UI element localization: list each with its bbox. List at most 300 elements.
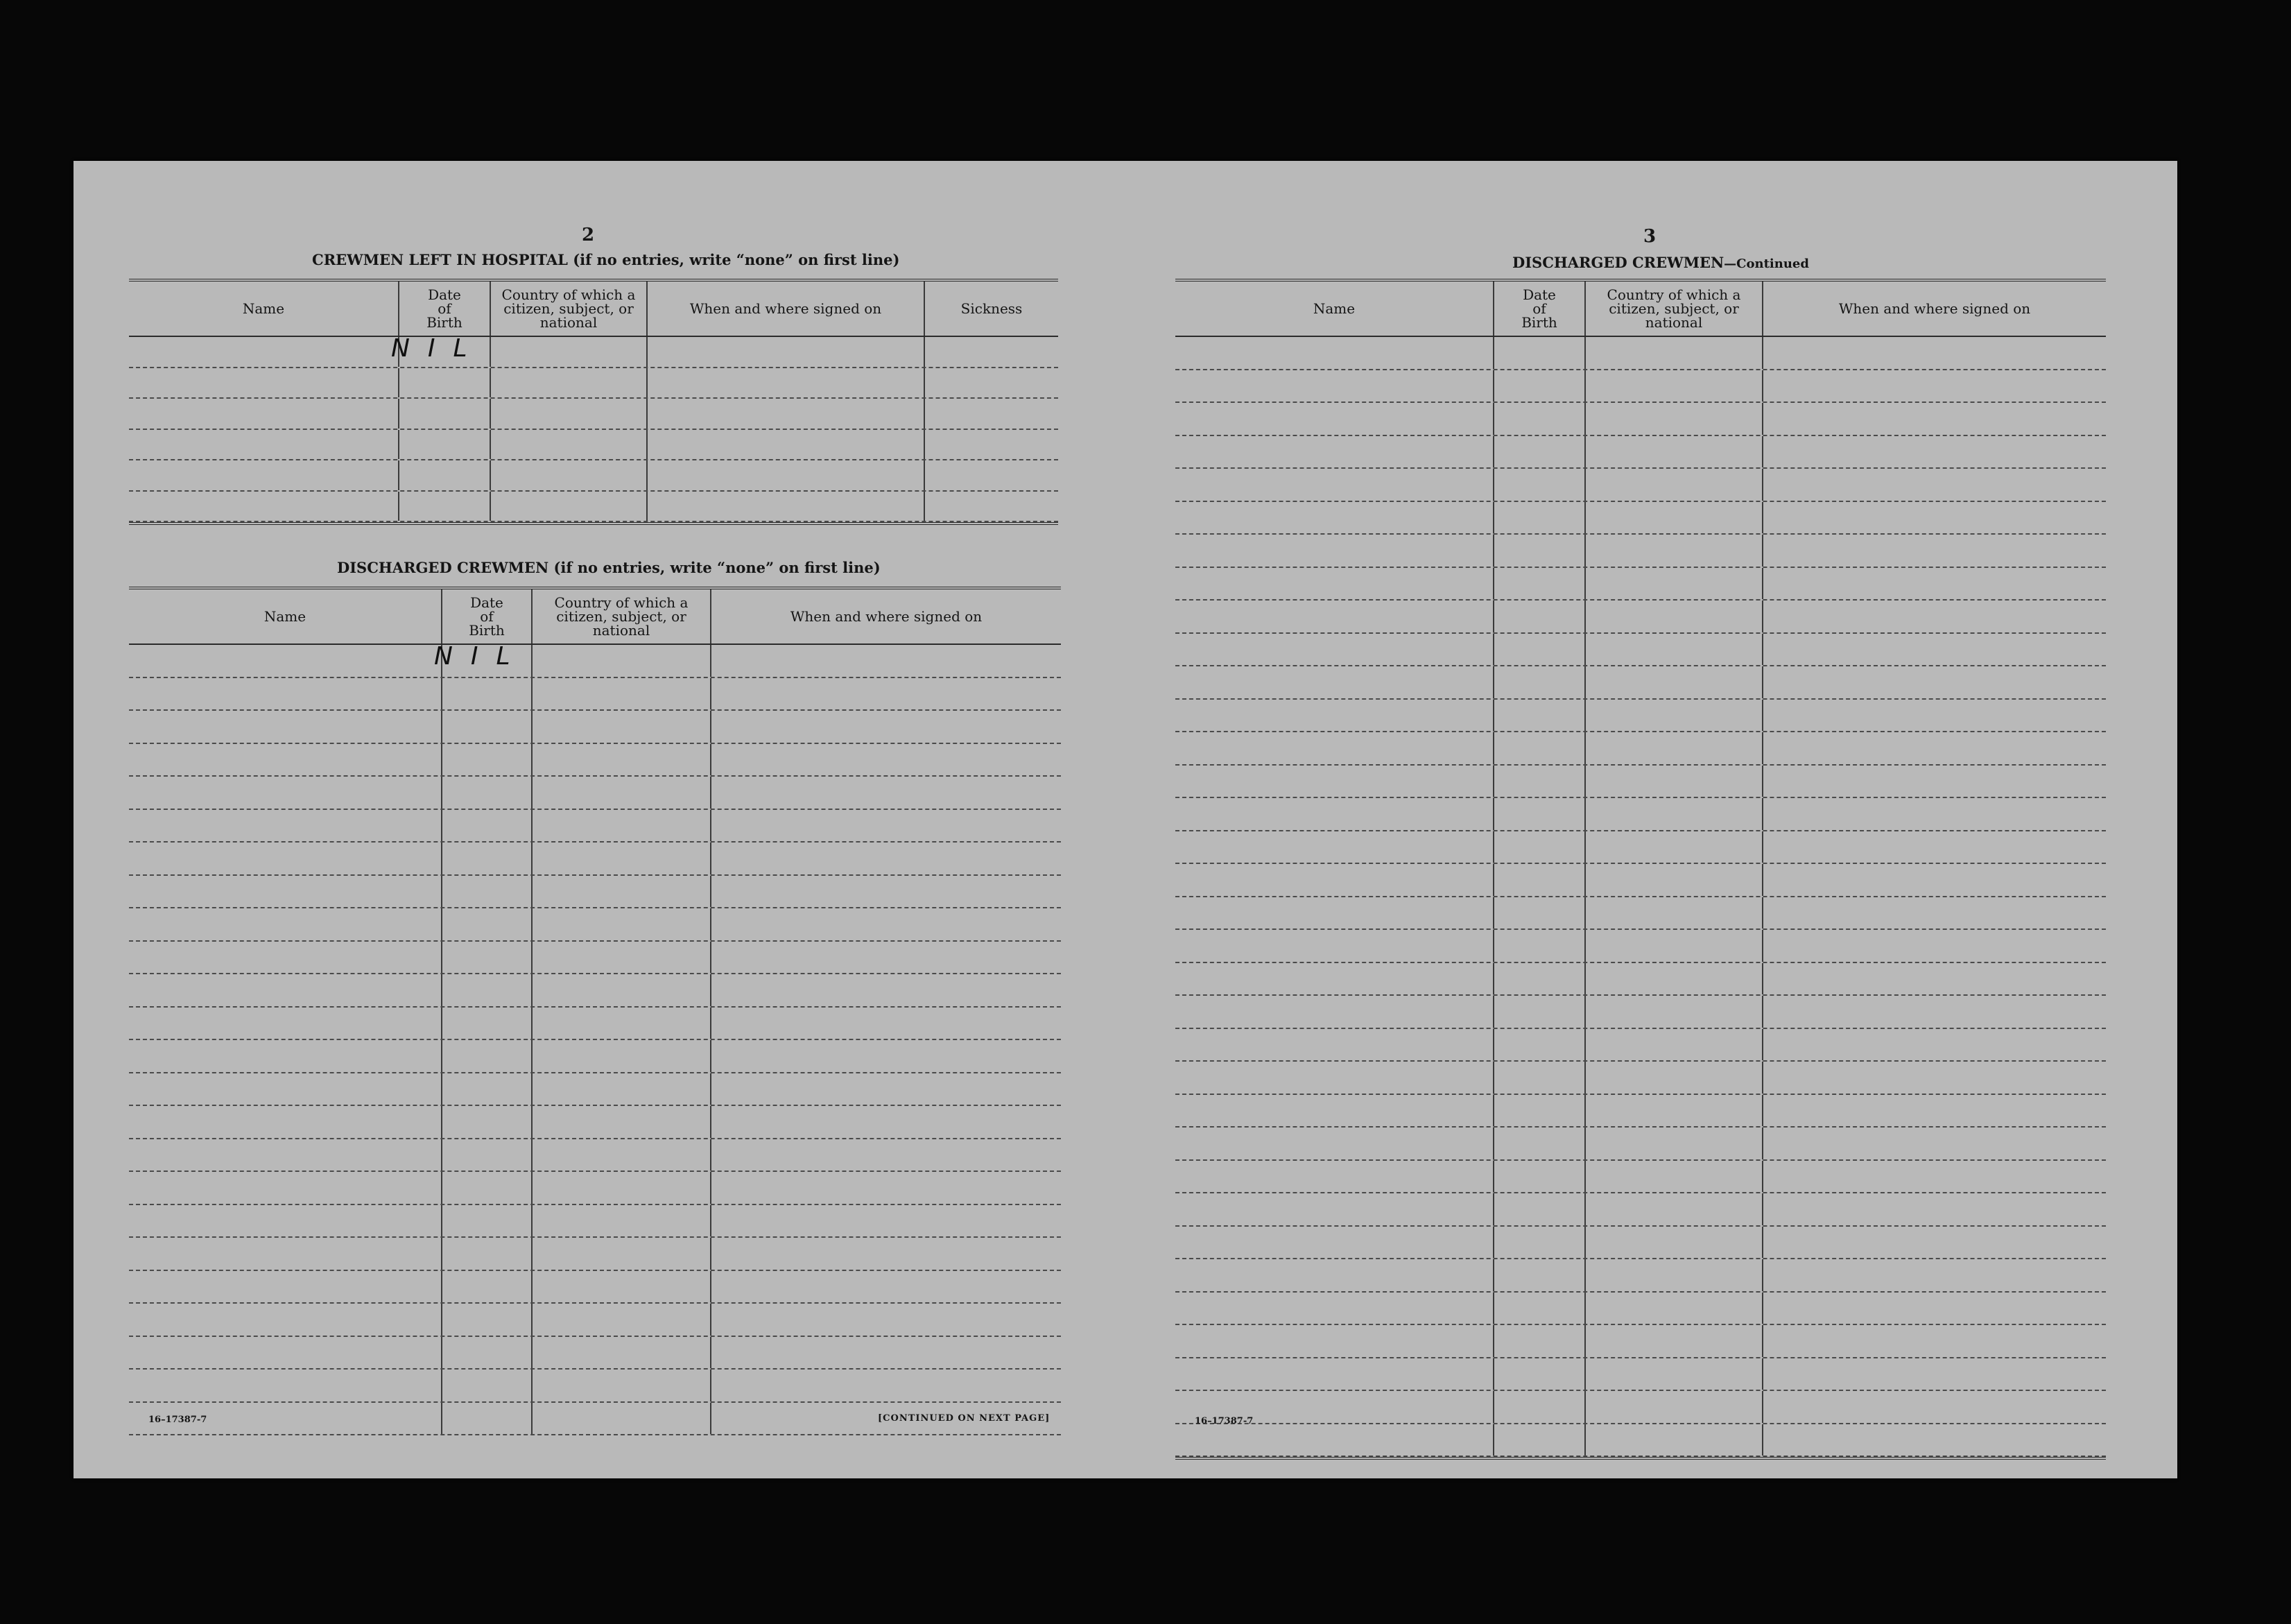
table-row xyxy=(129,1172,1061,1205)
table-row xyxy=(1175,502,2106,535)
table-row xyxy=(129,678,1061,711)
table-cell xyxy=(391,334,491,367)
table-row xyxy=(129,460,1058,492)
table-cell xyxy=(648,430,925,460)
table-cell xyxy=(1586,1095,1763,1127)
table-row xyxy=(1175,1227,2106,1260)
table-cell xyxy=(442,843,533,874)
table-cell xyxy=(1175,1358,1494,1390)
table-cell xyxy=(1763,1161,2106,1193)
table-cell xyxy=(129,1337,442,1369)
table-cell xyxy=(1175,535,1494,567)
table-cell xyxy=(1763,766,2106,797)
table-cell xyxy=(442,1008,533,1039)
table-cell xyxy=(711,876,1061,908)
discharged-title-note: (if no entries, write “none” on first line) xyxy=(553,559,881,576)
table-cell xyxy=(1586,1293,1763,1324)
table-cell xyxy=(1763,996,2106,1028)
discharged-table-header xyxy=(129,589,1061,645)
table-cell xyxy=(442,908,533,940)
discharged-continued-header xyxy=(1175,282,2106,337)
table-cell xyxy=(129,942,442,974)
table-cell xyxy=(129,1040,442,1072)
table-cell xyxy=(1175,1161,1494,1193)
table-cell xyxy=(1175,864,1494,896)
table-cell xyxy=(533,1205,711,1237)
discharged-continued-text: DISCHARGED CREWMEN xyxy=(1512,254,1724,271)
table-row xyxy=(129,974,1061,1008)
table-cell xyxy=(129,974,442,1006)
table-cell xyxy=(1175,897,1494,929)
table-row xyxy=(129,430,1058,461)
table-cell xyxy=(533,744,711,776)
table-cell xyxy=(1494,1227,1586,1259)
form-code: 16–17387-7 xyxy=(148,1415,207,1425)
table-cell xyxy=(711,974,1061,1006)
table-row xyxy=(129,1304,1061,1337)
table-cell xyxy=(533,645,711,677)
table-cell xyxy=(1494,1424,1586,1456)
table-cell xyxy=(711,1370,1061,1401)
table-cell xyxy=(1494,766,1586,797)
table-cell xyxy=(533,1337,711,1369)
table-cell xyxy=(1586,469,1763,501)
table-cell xyxy=(442,810,533,842)
table-cell xyxy=(533,1008,711,1039)
table-cell xyxy=(925,492,1058,521)
table-cell xyxy=(1586,535,1763,567)
col-date-of-birth: Date of Birth xyxy=(442,589,533,643)
table-cell xyxy=(1586,766,1763,797)
table-row xyxy=(1175,1193,2106,1227)
table-cell xyxy=(129,1271,442,1303)
table-row xyxy=(129,368,1058,399)
table-cell xyxy=(1175,370,1494,402)
hospital-section-title xyxy=(312,251,899,268)
table-cell xyxy=(648,368,925,398)
table-cell xyxy=(1586,1259,1763,1291)
table-cell xyxy=(1586,1193,1763,1225)
table-row xyxy=(1175,1325,2106,1358)
table-cell xyxy=(442,777,533,809)
table-row xyxy=(129,876,1061,909)
table-cell xyxy=(129,1304,442,1336)
table-cell xyxy=(711,777,1061,809)
table-cell xyxy=(1175,798,1494,830)
table-row xyxy=(129,1337,1061,1370)
table-cell xyxy=(129,430,399,460)
table-row xyxy=(129,1073,1061,1107)
table-cell xyxy=(1586,798,1763,830)
col-name: Name xyxy=(129,282,399,336)
table-cell xyxy=(1175,1029,1494,1061)
table-cell xyxy=(1175,1095,1494,1127)
table-cell xyxy=(1175,930,1494,962)
table-cell xyxy=(1763,403,2106,435)
table-cell xyxy=(648,399,925,429)
table-cell xyxy=(1763,798,2106,830)
table-cell xyxy=(1763,337,2106,369)
table-row xyxy=(1175,963,2106,996)
table-cell xyxy=(399,399,491,429)
table-cell xyxy=(491,430,648,460)
table-cell xyxy=(399,460,491,490)
document-sheet xyxy=(74,161,2177,1478)
table-cell xyxy=(491,337,648,367)
table-cell xyxy=(1763,1325,2106,1357)
table-cell xyxy=(1494,996,1586,1028)
table-row xyxy=(1175,1259,2106,1293)
table-cell xyxy=(129,645,442,677)
table-cell xyxy=(1175,732,1494,764)
table-cell xyxy=(491,460,648,490)
table-cell xyxy=(1763,1193,2106,1225)
table-cell xyxy=(711,744,1061,776)
table-cell xyxy=(1586,634,1763,666)
table-cell xyxy=(1175,502,1494,534)
table-cell xyxy=(1494,568,1586,600)
table-cell xyxy=(533,942,711,974)
table-row xyxy=(1175,634,2106,667)
table-cell xyxy=(648,337,925,367)
continued-note: [CONTINUED ON NEXT PAGE] xyxy=(878,1413,1051,1424)
table-cell xyxy=(1494,370,1586,402)
table-cell xyxy=(711,843,1061,874)
table-cell xyxy=(533,810,711,842)
table-cell xyxy=(129,399,399,429)
table-cell xyxy=(1586,831,1763,863)
table-cell xyxy=(1586,1029,1763,1061)
table-cell xyxy=(1494,798,1586,830)
table-cell xyxy=(1586,1227,1763,1259)
table-cell xyxy=(1763,568,2106,600)
table-cell xyxy=(533,1139,711,1171)
table-cell xyxy=(129,1073,442,1105)
table-cell xyxy=(1586,963,1763,995)
table-row xyxy=(1175,1128,2106,1161)
table-cell xyxy=(1494,1029,1586,1061)
table-cell xyxy=(129,678,442,710)
table-cell xyxy=(399,430,491,460)
table-cell xyxy=(1494,732,1586,764)
table-cell xyxy=(533,1304,711,1336)
table-cell xyxy=(1763,700,2106,732)
table-cell xyxy=(1586,1391,1763,1423)
table-cell xyxy=(399,492,491,521)
table-cell xyxy=(129,1238,442,1270)
table-cell xyxy=(1586,700,1763,732)
col-signed-on: When and where signed on xyxy=(790,608,983,625)
table-row xyxy=(1175,568,2106,601)
table-row xyxy=(129,1008,1061,1041)
table-cell xyxy=(1586,601,1763,632)
table-cell xyxy=(1494,436,1586,468)
table-row xyxy=(129,908,1061,942)
table-cell xyxy=(1494,337,1586,369)
table-cell xyxy=(442,1370,533,1401)
table-cell xyxy=(533,1238,711,1270)
table-cell xyxy=(533,1172,711,1204)
continued-suffix: —Continued xyxy=(1724,257,1809,271)
table-cell xyxy=(1494,963,1586,995)
table-cell xyxy=(1763,370,2106,402)
table-cell xyxy=(129,843,442,874)
col-country: Country of which a citizen, subject, or national xyxy=(533,589,711,643)
table-cell xyxy=(442,1271,533,1303)
table-cell xyxy=(1586,732,1763,764)
table-cell xyxy=(1494,700,1586,732)
table-cell xyxy=(1175,766,1494,797)
table-cell xyxy=(1175,337,1494,369)
table-cell xyxy=(1494,1391,1586,1423)
table-cell xyxy=(1763,634,2106,666)
table-cell xyxy=(1494,831,1586,863)
table-row xyxy=(129,334,1058,368)
table-cell xyxy=(711,1172,1061,1204)
table-cell xyxy=(533,1073,711,1105)
table-cell xyxy=(1494,1062,1586,1094)
col-name: Name xyxy=(129,589,442,643)
table-row xyxy=(129,711,1061,744)
table-cell xyxy=(1763,831,2106,863)
table-cell xyxy=(1494,601,1586,632)
table-row xyxy=(1175,1161,2106,1194)
table-cell xyxy=(1586,568,1763,600)
table-cell xyxy=(1586,502,1763,534)
hospital-title-note: (if no entries, write “none” on first line) xyxy=(573,251,900,268)
table-cell xyxy=(533,1106,711,1138)
table-cell xyxy=(491,492,648,521)
table-cell xyxy=(129,1172,442,1204)
table-row xyxy=(1175,996,2106,1029)
table-cell xyxy=(442,974,533,1006)
table-row xyxy=(1175,370,2106,404)
table-cell xyxy=(1175,1128,1494,1159)
table-cell xyxy=(1494,535,1586,567)
table-row xyxy=(1175,766,2106,799)
hospital-title-text: CREWMEN LEFT IN HOSPITAL xyxy=(312,251,568,268)
col-name: Name xyxy=(1175,282,1494,336)
table-cell xyxy=(1763,930,2106,962)
table-row xyxy=(1175,1062,2106,1095)
handwritten-entry: NIL xyxy=(391,334,485,363)
table-cell xyxy=(533,711,711,743)
discharged-section-title xyxy=(337,559,881,576)
table-cell xyxy=(442,942,533,974)
table-cell xyxy=(491,399,648,429)
discharged-continued-body xyxy=(1175,337,2106,1457)
table-cell xyxy=(711,1040,1061,1072)
table-row xyxy=(1175,897,2106,931)
table-cell xyxy=(1175,996,1494,1028)
table-row xyxy=(129,492,1058,523)
table-cell xyxy=(533,1040,711,1072)
form-code: 16–17387-7 xyxy=(1195,1416,1254,1426)
table-row xyxy=(1175,1293,2106,1326)
table-cell xyxy=(1494,634,1586,666)
table-row xyxy=(1175,535,2106,568)
table-cell xyxy=(1175,436,1494,468)
table-row xyxy=(1175,1358,2106,1392)
table-cell xyxy=(1763,732,2106,764)
table-cell xyxy=(533,974,711,1006)
table-row xyxy=(1175,700,2106,733)
table-cell xyxy=(1763,1259,2106,1291)
table-cell xyxy=(711,1238,1061,1270)
col-date-of-birth: Date of Birth xyxy=(1494,282,1586,336)
table-cell xyxy=(1763,1424,2106,1456)
table-row xyxy=(1175,798,2106,831)
table-row xyxy=(129,642,1061,678)
table-cell xyxy=(129,460,399,490)
table-cell xyxy=(711,908,1061,940)
table-cell xyxy=(1494,1161,1586,1193)
table-row xyxy=(129,1040,1061,1073)
table-cell xyxy=(711,1073,1061,1105)
page-2 xyxy=(74,161,1125,1478)
table-cell xyxy=(1494,864,1586,896)
page-3 xyxy=(1125,161,2177,1478)
table-row xyxy=(1175,1424,2106,1458)
hospital-table xyxy=(129,279,1058,525)
table-row xyxy=(129,1238,1061,1271)
table-row xyxy=(1175,831,2106,865)
table-cell xyxy=(129,368,399,398)
table-row xyxy=(1175,337,2106,370)
table-cell xyxy=(442,1073,533,1105)
table-cell xyxy=(1494,666,1586,698)
table-cell xyxy=(533,843,711,874)
table-cell xyxy=(1586,666,1763,698)
table-cell xyxy=(129,1205,442,1237)
table-row xyxy=(1175,1391,2106,1424)
table-cell xyxy=(1586,864,1763,896)
table-row xyxy=(1175,930,2106,963)
table-cell xyxy=(1763,601,2106,632)
col-country: Country of which a citizen, subject, or national xyxy=(491,282,648,336)
page-number: 3 xyxy=(1643,226,1657,247)
table-cell xyxy=(442,1205,533,1237)
table-cell xyxy=(711,645,1061,677)
table-cell xyxy=(442,711,533,743)
table-cell xyxy=(129,1008,442,1039)
table-cell xyxy=(711,1271,1061,1303)
table-cell xyxy=(1175,601,1494,632)
table-cell xyxy=(1494,403,1586,435)
table-cell xyxy=(399,368,491,398)
table-cell xyxy=(442,1139,533,1171)
table-cell xyxy=(1494,1095,1586,1127)
table-cell xyxy=(1175,568,1494,600)
table-row xyxy=(129,810,1061,843)
table-cell xyxy=(711,942,1061,974)
table-cell xyxy=(1586,1161,1763,1193)
col-sickness: Sickness xyxy=(960,300,1023,317)
table-cell xyxy=(1763,1358,2106,1390)
table-cell xyxy=(1586,1062,1763,1094)
table-cell xyxy=(1586,897,1763,929)
table-cell xyxy=(1586,1128,1763,1159)
table-cell xyxy=(129,1106,442,1138)
table-cell xyxy=(1763,1227,2106,1259)
table-cell xyxy=(1763,535,2106,567)
table-cell xyxy=(925,368,1058,398)
table-cell xyxy=(442,1238,533,1270)
table-cell xyxy=(1763,1128,2106,1159)
table-cell xyxy=(129,1139,442,1171)
discharged-title-text: DISCHARGED CREWMEN xyxy=(337,559,549,576)
col-date-of-birth: Date of Birth xyxy=(399,282,491,336)
table-cell xyxy=(129,337,399,367)
table-cell xyxy=(1763,1029,2106,1061)
discharged-continued-table xyxy=(1175,279,2106,1460)
table-cell xyxy=(442,1172,533,1204)
table-cell xyxy=(442,1106,533,1138)
table-row xyxy=(1175,666,2106,700)
table-cell xyxy=(1175,1259,1494,1291)
col-signed-on: When and where signed on xyxy=(1838,300,2031,317)
table-cell xyxy=(1175,403,1494,435)
table-cell xyxy=(648,460,925,490)
table-cell xyxy=(1763,1062,2106,1094)
table-cell xyxy=(533,1271,711,1303)
table-row xyxy=(1175,469,2106,502)
discharged-table xyxy=(129,587,1061,1435)
table-cell xyxy=(1494,1325,1586,1357)
table-cell xyxy=(1175,831,1494,863)
table-cell xyxy=(1494,1193,1586,1225)
table-cell xyxy=(129,908,442,940)
table-cell xyxy=(533,1370,711,1401)
table-row xyxy=(129,1205,1061,1238)
table-row xyxy=(1175,1029,2106,1062)
table-cell xyxy=(1175,1062,1494,1094)
table-cell xyxy=(533,876,711,908)
table-row xyxy=(1175,436,2106,469)
table-cell xyxy=(129,1370,442,1401)
table-cell xyxy=(1494,1358,1586,1390)
table-row xyxy=(1175,1095,2106,1128)
table-row xyxy=(129,399,1058,430)
table-cell xyxy=(925,399,1058,429)
table-row xyxy=(129,1370,1061,1403)
table-cell xyxy=(1586,370,1763,402)
table-cell xyxy=(1763,436,2106,468)
table-row xyxy=(129,1271,1061,1304)
table-cell xyxy=(1763,963,2106,995)
hospital-table-header xyxy=(129,282,1058,337)
table-cell xyxy=(711,1337,1061,1369)
table-cell xyxy=(1763,1391,2106,1423)
table-row xyxy=(1175,403,2106,436)
table-cell xyxy=(533,908,711,940)
table-cell xyxy=(1586,1424,1763,1456)
table-cell xyxy=(711,711,1061,743)
table-cell xyxy=(1175,1293,1494,1324)
table-cell xyxy=(1586,436,1763,468)
table-row xyxy=(129,843,1061,876)
table-cell xyxy=(1763,469,2106,501)
table-cell xyxy=(711,810,1061,842)
table-row xyxy=(1175,601,2106,634)
table-cell xyxy=(1175,963,1494,995)
col-country: Country of which a citizen, subject, or national xyxy=(1586,282,1763,336)
table-cell xyxy=(925,460,1058,490)
table-cell xyxy=(129,777,442,809)
table-cell xyxy=(1494,1128,1586,1159)
table-cell xyxy=(1494,1293,1586,1324)
table-cell xyxy=(1494,1259,1586,1291)
